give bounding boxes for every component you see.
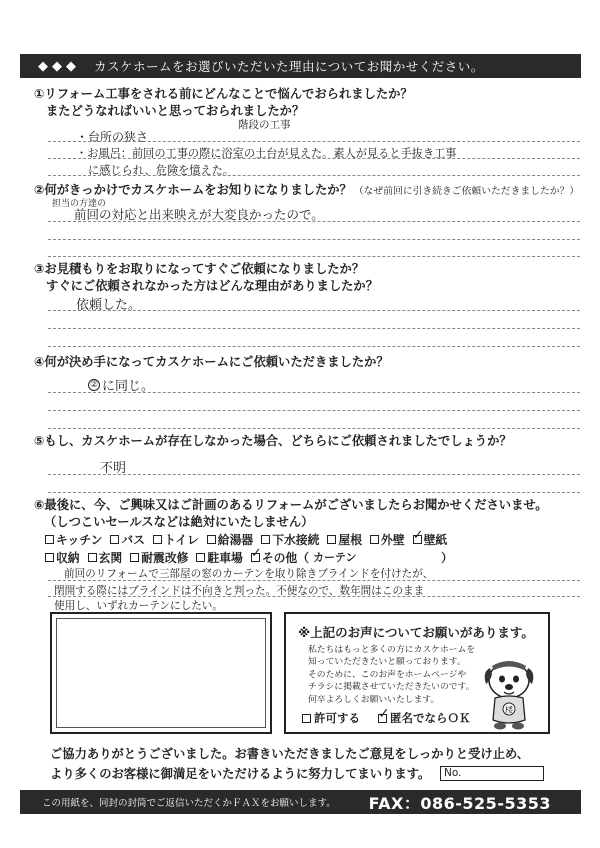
ruled-line bbox=[48, 346, 580, 347]
ruled-line bbox=[48, 492, 580, 493]
interest-entrance[interactable]: 玄関 bbox=[88, 549, 123, 566]
checkbox-icon[interactable] bbox=[88, 553, 97, 562]
checkbox-icon[interactable] bbox=[45, 553, 54, 562]
question-1-label: ①リフォーム工事をされる前にどんなことで悩んでおられましたか？ bbox=[34, 87, 413, 101]
interest-water-heater[interactable]: 給湯器 bbox=[207, 531, 253, 548]
interest-other-value[interactable]: カーテン bbox=[313, 551, 357, 564]
question-2-sub: （なぜ前回に引き続きご依頼いただきましたか？） bbox=[353, 186, 580, 197]
question-2 bbox=[34, 182, 579, 200]
checkbox-icon[interactable] bbox=[370, 535, 379, 544]
request-body: 私たちはもっと多くの方にカスケホームを 知っていただきたいと願っております。 そのために、このお声をホームページや チラシに掲載させていただきたいのです。 何卒よろしくお願いいたします。 bbox=[308, 645, 476, 705]
consent-anonymous[interactable]: ✓ 匿名でならＯＫ bbox=[378, 710, 471, 726]
question-1 bbox=[34, 86, 413, 120]
checkbox-icon[interactable] bbox=[261, 535, 270, 544]
fax-number: FAX：086-525-5353 bbox=[368, 793, 551, 813]
question-1-sub: またどうなればいいと思っておられましたか？ bbox=[46, 104, 305, 118]
question-2-label: ②何がきっかけでカスケホームをお知りになりましたか？ bbox=[34, 183, 352, 197]
answer-1-line-3: に感じられ、危険を憶えた。 bbox=[88, 164, 235, 177]
interest-wallpaper[interactable]: ✓ 壁紙 bbox=[413, 531, 448, 548]
publication-request-box bbox=[284, 612, 550, 734]
number-label: No. bbox=[444, 767, 462, 779]
question-5 bbox=[34, 433, 512, 450]
question-4 bbox=[34, 354, 389, 371]
ruled-line bbox=[48, 239, 580, 240]
photo-frame bbox=[56, 618, 266, 728]
interest-other[interactable]: ✓ その他（ bbox=[251, 549, 309, 566]
photo-area bbox=[50, 612, 272, 734]
mascot-dog-icon bbox=[478, 654, 540, 732]
ruled-line bbox=[48, 175, 580, 176]
ruled-line bbox=[48, 328, 580, 329]
survey-header bbox=[20, 54, 581, 78]
question-4-label: ④何が決め手になってカスケホームにご依頼いただきましたか？ bbox=[34, 355, 389, 369]
mascot-badge: 楼 bbox=[505, 705, 513, 715]
checkbox-icon[interactable] bbox=[196, 553, 205, 562]
answer-1-note: 階段の工事 bbox=[238, 119, 291, 131]
interest-parking[interactable]: 駐車場 bbox=[196, 549, 242, 566]
interest-seismic[interactable]: 耐震改修 bbox=[130, 549, 188, 566]
checkbox-checked-icon[interactable] bbox=[413, 535, 422, 544]
answer-5-line-1: 不明 bbox=[100, 461, 127, 476]
ruled-line bbox=[48, 596, 580, 597]
checkbox-checked-icon[interactable] bbox=[251, 553, 260, 562]
interest-kitchen[interactable]: キッチン bbox=[45, 531, 102, 548]
ruled-line bbox=[48, 221, 580, 222]
interest-sewer[interactable]: 下水接続 bbox=[261, 531, 319, 548]
answer-6-line-2: 閉開する際にはブラインドは不向きと判った。不便なので、数年間はこのまま bbox=[54, 585, 425, 597]
ruled-line bbox=[48, 410, 580, 411]
ruled-line bbox=[48, 474, 580, 475]
question-6 bbox=[34, 497, 548, 531]
question-6-label: ⑥最後に、今、ご興味又はご計画のあるリフォームがございましたらお聞かせくださいませ。 bbox=[34, 498, 548, 512]
footer-bar bbox=[20, 790, 581, 814]
request-title: ※上記のお声についてお願いがあります。 bbox=[298, 625, 534, 640]
question-3 bbox=[34, 261, 378, 295]
answer-1-line-2: ・お風呂：前回の工事の際に浴室の土台が見えた。素人が見ると手抜き工事 bbox=[76, 147, 457, 160]
checkbox-icon[interactable] bbox=[207, 535, 216, 544]
interest-exterior-wall[interactable]: 外壁 bbox=[370, 531, 405, 548]
ruled-line bbox=[48, 141, 580, 142]
ruled-line bbox=[48, 428, 580, 429]
question-3-label: ③お見積もりをお取りになってすぐご依頼になりましたか？ bbox=[34, 262, 365, 276]
answer-1-line-1: ・台所の狭さ bbox=[76, 130, 149, 144]
diamond-icons: ◆◆◆ bbox=[38, 58, 80, 74]
ruled-line bbox=[48, 310, 580, 311]
interest-roof[interactable]: 屋根 bbox=[327, 531, 362, 548]
question-6-sub: （しつこいセールスなどは絶対にいたしません） bbox=[44, 515, 314, 529]
ruled-line bbox=[48, 256, 580, 257]
answer-6-line-1: 前回のリフォームで三部屋の窓のカーテンを取り除きブラインドを付けたが、 bbox=[64, 568, 434, 580]
closing-line-1: ご協力ありがとうございました。お書きいただきましたご意見をしっかりと受け止め、 bbox=[50, 747, 530, 761]
checkbox-icon[interactable] bbox=[153, 535, 162, 544]
closing-line-2: より多くのお客様に御満足をいただけるように努力してまいります。 bbox=[50, 767, 431, 781]
interest-bath[interactable]: バス bbox=[110, 531, 145, 548]
footer-note: この用紙を、同封の封筒でご返信いただくかＦＡＸをお願いします。 bbox=[42, 798, 336, 809]
question-3-sub: すぐにご依頼されなかった方はどんな理由がありましたか？ bbox=[46, 279, 379, 293]
interest-other-close: ） bbox=[441, 551, 453, 565]
checkbox-icon[interactable] bbox=[130, 553, 139, 562]
checkbox-checked-icon[interactable] bbox=[378, 714, 387, 723]
survey-title: カスケホームをお選びいただいた理由についてお聞かせください。 bbox=[94, 59, 484, 74]
consent-allow[interactable]: 許可する bbox=[302, 710, 360, 726]
interest-toilet[interactable]: トイレ bbox=[153, 531, 199, 548]
answer-4-circle: ② bbox=[89, 379, 99, 390]
checkbox-icon[interactable] bbox=[45, 535, 54, 544]
answer-6-line-3: 使用し、いずれカーテンにしたい。 bbox=[54, 600, 223, 612]
ruled-line bbox=[48, 392, 580, 393]
answer-3-line-1: 依頼した。 bbox=[76, 298, 142, 313]
checkbox-icon[interactable] bbox=[302, 714, 311, 723]
interest-row-2 bbox=[45, 549, 453, 566]
ruled-line bbox=[48, 158, 580, 159]
checkbox-icon[interactable] bbox=[327, 535, 336, 544]
answer-4-text: に同じ。 bbox=[102, 379, 155, 394]
number-field[interactable] bbox=[440, 766, 544, 781]
question-5-label: ⑤もし、カスケホームが存在しなかった場合、どちらにご依頼されましたでしょうか？ bbox=[34, 434, 512, 448]
answer-2-line-1: 前回の対応と出来映えが大変良かったので。 bbox=[74, 207, 324, 222]
interest-storage[interactable]: 収納 bbox=[45, 549, 80, 566]
ruled-line bbox=[48, 580, 580, 581]
checkbox-icon[interactable] bbox=[110, 535, 119, 544]
answer-2-note: 担当の方達の bbox=[52, 199, 107, 209]
